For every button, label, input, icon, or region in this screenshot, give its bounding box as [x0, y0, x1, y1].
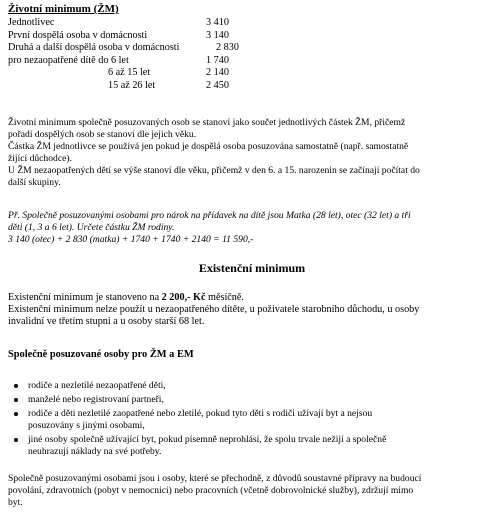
text-line: povolání, zdravotních (pobyt v nemocnici) nebo pracovních (včetně dobrovolnické služby), zdržují mimo: [8, 485, 414, 496]
bullet-icon: [14, 438, 18, 442]
row-value: 1 740: [206, 55, 229, 66]
row-label: 15 až 26 let: [108, 80, 156, 91]
row-label: Jednotlivec: [8, 17, 55, 28]
row-value: 2 450: [206, 80, 229, 91]
bullet-icon: [14, 398, 18, 402]
list-item: [28, 380, 468, 392]
text-span: měsíčně.: [205, 292, 244, 303]
row-label: První dospělá osoba v domácnosti: [8, 30, 148, 41]
row-value: 2 140: [206, 67, 229, 78]
text-line: Životní minimum společně posuzovaných osob se stanoví jako součet jednotlivých částek ŽM, přičemž: [8, 117, 406, 128]
text-line: pořadí dospělých osob se stanoví dle jejich věku.: [8, 129, 197, 140]
row-value: 2 830: [216, 42, 239, 53]
text-line: další skupiny.: [8, 177, 61, 188]
row-label: pro nezaopatřené dítě do 6 let: [8, 55, 129, 66]
text-line: Společně posuzovanými osobami jsou i osoby, které se přechodně, z důvodů soustavné přípravy na budoucí: [8, 473, 422, 484]
bullet-icon: [14, 412, 18, 416]
paragraph-em: [8, 292, 496, 328]
text-line: děti (1, 3 a 6 let). Určete částku ŽM rodiny.: [8, 222, 175, 233]
text-line: byt.: [8, 497, 23, 508]
section-title-existencni-minimum: Existenční minimum: [198, 261, 306, 275]
text-line: žijící důchodce).: [8, 153, 72, 164]
text-line: Částka ŽM jednotlivce se používá jen pokud je dospělá osoba posuzována samostatně (např. samostatně: [8, 141, 409, 152]
row-label: Druhá a další dospělá osoba v domácnosti: [8, 42, 180, 53]
paragraph-closing: [8, 473, 496, 509]
list-item: [28, 394, 468, 406]
em-amount: 2 200,- Kč: [161, 292, 206, 303]
row-label: 6 až 15 let: [108, 67, 151, 78]
example-block: [8, 210, 496, 246]
text-line: rodiče a děti nezletilé zaopatřené nebo zletilé, pokud tyto děti s rodiči užívají byt a nejsou: [28, 408, 373, 419]
text-span: Existenční minimum je stanoveno na: [8, 292, 162, 303]
em-amount-line: [8, 292, 496, 304]
text-line: rodiče a nezletilé nezaopatřené děti,: [28, 380, 166, 391]
section-title-zivotni-minimum: Životní minimum (ŽM): [8, 3, 119, 15]
text-line: posuzovány s jinými osobami,: [28, 420, 145, 431]
paragraph-zm-description: [8, 117, 496, 189]
text-line: U ŽM nezaopatřených dětí se výše stanoví dle věku, přičemž v den 6. a 15. narozenin se začínají počítat do: [8, 165, 420, 176]
section-title-spolecne-posuzovane: Společně posuzované osoby pro ŽM a EM: [8, 349, 194, 360]
list-item: [28, 434, 468, 458]
row-value: 3 410: [206, 17, 229, 28]
bullet-icon: [14, 384, 18, 388]
text-line: Existenční minimum nelze použít u nezaopatřeného dítěte, u poživatele starobního důchodu, u osoby: [8, 304, 420, 315]
text-line: manželé nebo registrovaní partneři,: [28, 394, 164, 405]
text-line: invalidní ve třetím stupni a u osoby starší 68 let.: [8, 316, 205, 327]
text-line: neuhrazují náklady na své potřeby.: [28, 446, 162, 457]
text-line: Př. Společně posuzovanými osobami pro nárok na přídavek na dítě jsou Matka (28 let), otec (32 let) a tři: [8, 210, 411, 221]
row-value: 3 140: [206, 30, 229, 41]
list-item: [28, 408, 468, 432]
text-line: 3 140 (otec) + 2 830 (matka) + 1740 + 1740 + 2140 = 11 590,-: [8, 234, 254, 245]
text-line: jiné osoby společně užívající byt, pokud písemně neprohlásí, že spolu trvale nežijí a společně: [28, 434, 387, 445]
